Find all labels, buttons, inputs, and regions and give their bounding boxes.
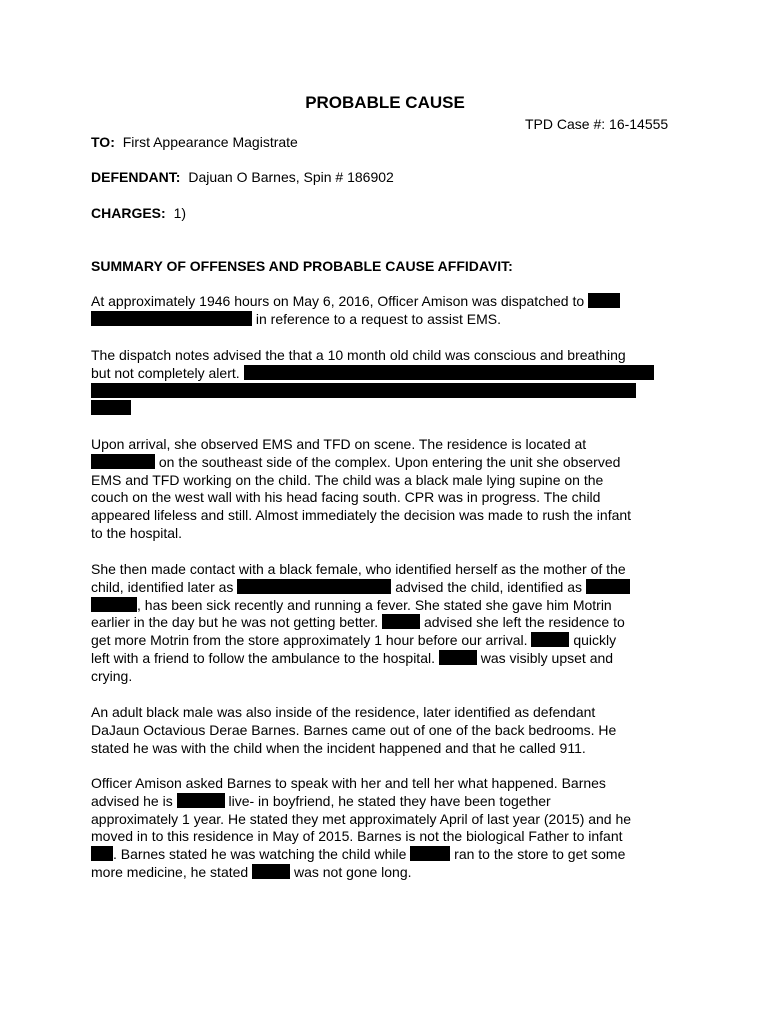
text-line <box>91 740 691 758</box>
text-segment: An adult black male was also inside of the residence, later identified as defendant <box>91 704 596 720</box>
text-segment: DaJaun Octavious Derae Barnes. Barnes came out of one of the back bedrooms. He <box>91 721 617 738</box>
text-segment: on the southeast side of the complex. Upon entering the unit she observed <box>158 453 621 470</box>
text-line <box>91 597 691 615</box>
text-segment: advised she left the residence to <box>423 614 625 631</box>
text-line <box>91 846 691 864</box>
text-line <box>91 811 691 829</box>
text-segment: to the hospital. <box>91 524 183 541</box>
text-line <box>91 632 691 650</box>
redaction-block <box>91 846 113 861</box>
charges-value: 1) <box>173 205 187 221</box>
redaction-block <box>439 650 477 665</box>
text-segment: child, identified later as <box>91 578 234 595</box>
text-segment: Officer Amison asked Barnes to speak with her and tell her what happened. Barnes <box>91 775 606 791</box>
redaction-block <box>410 846 450 861</box>
text-segment: more medicine, he stated <box>91 863 249 880</box>
section-heading: SUMMARY OF OFFENSES AND PROBABLE CAUSE AFFIDAVIT: <box>91 258 513 274</box>
text-line <box>91 436 691 454</box>
text-line <box>91 864 691 882</box>
paragraph-dispatch <box>91 293 691 329</box>
paragraph-defendant <box>91 704 691 757</box>
redaction-block <box>91 454 155 469</box>
text-segment: stated he was with the child when the incident happened and that he called 911. <box>91 739 586 756</box>
text-line <box>91 704 691 722</box>
text-segment: quickly <box>573 632 617 649</box>
case-number: TPD Case #: 16-14555 <box>525 116 669 132</box>
text-segment: She then made contact with a black female, who identified herself as the mother of the <box>91 561 626 577</box>
text-line <box>91 489 691 507</box>
text-line <box>91 507 691 525</box>
redaction-block <box>244 365 654 380</box>
text-segment: , has been sick recently and running a fever. She stated she gave him Motrin <box>137 596 612 613</box>
text-line <box>91 579 691 597</box>
text-segment: was not gone long. <box>293 863 412 880</box>
text-line <box>91 668 691 686</box>
redaction-block <box>588 293 620 308</box>
text-line <box>91 614 691 632</box>
text-line <box>91 365 691 383</box>
text-line <box>91 293 691 311</box>
text-line <box>91 793 691 811</box>
redaction-block <box>91 383 636 398</box>
text-line <box>91 454 691 472</box>
text-segment: appeared lifeless and still. Almost immediately the decision was made to rush the infant <box>91 507 632 524</box>
defendant-field <box>91 169 394 185</box>
text-line <box>91 311 691 329</box>
redaction-block <box>91 597 137 612</box>
to-label: TO: <box>91 134 115 150</box>
redaction-block <box>586 579 630 594</box>
text-segment: but not completely alert. <box>91 364 240 381</box>
redaction-block <box>237 579 391 594</box>
paragraph-interview <box>91 775 691 882</box>
text-segment: left with a friend to follow the ambulance to the hospital. <box>91 649 435 666</box>
text-segment: couch on the west wall with his head facing south. CPR was in progress. The child <box>91 489 601 506</box>
redaction-block <box>531 632 569 647</box>
paragraph-arrival <box>91 436 691 543</box>
text-segment: get more Motrin from the store approximately 1 hour before our arrival. <box>91 632 528 649</box>
to-field <box>91 134 298 150</box>
text-segment: advised he is <box>91 792 173 809</box>
text-line <box>91 561 691 579</box>
defendant-label: DEFENDANT: <box>91 169 181 185</box>
redaction-block <box>382 614 420 629</box>
text-line <box>91 722 691 740</box>
paragraph-dispatch-notes <box>91 347 691 418</box>
text-segment: crying. <box>91 667 133 684</box>
text-segment: in reference to a request to assist EMS. <box>255 310 502 327</box>
text-segment: approximately 1 year. He stated they met approximately April of last year (2015) and he <box>91 810 632 827</box>
text-segment: live- in boyfriend, he stated they have been together <box>228 792 551 809</box>
text-line <box>91 650 691 668</box>
text-segment: . Barnes stated he was watching the child while <box>113 846 407 863</box>
text-line <box>91 525 691 543</box>
text-segment: was visibly upset and <box>480 649 614 666</box>
text-line <box>91 383 691 401</box>
redaction-block <box>252 864 290 879</box>
paragraph-mother-contact <box>91 561 691 686</box>
to-value: First Appearance Magistrate <box>122 134 298 150</box>
charges-label: CHARGES: <box>91 205 166 221</box>
redaction-block <box>91 311 252 326</box>
text-segment: Upon arrival, she observed EMS and TFD on scene. The residence is located at <box>91 436 587 452</box>
text-segment: The dispatch notes advised the that a 10 month old child was conscious and breathing <box>91 347 626 363</box>
redaction-block <box>91 400 131 415</box>
text-line <box>91 400 691 418</box>
text-line <box>91 775 691 793</box>
text-segment: At approximately 1946 hours on May 6, 2016, Officer Amison was dispatched to <box>91 293 585 309</box>
text-segment: advised the child, identified as <box>395 578 582 595</box>
text-segment: moved in to this residence in May of 2015. Barnes is not the biological Father to infant <box>91 828 623 845</box>
text-line <box>91 828 691 846</box>
text-segment: earlier in the day but he was not getting better. <box>91 614 379 631</box>
page-title: PROBABLE CAUSE <box>305 93 465 112</box>
text-line <box>91 472 691 490</box>
charges-field <box>91 205 186 221</box>
text-line <box>91 347 691 365</box>
redaction-block <box>177 793 225 808</box>
defendant-value: Dajuan O Barnes, Spin # 186902 <box>188 169 394 185</box>
text-segment: EMS and TFD working on the child. The child was a black male lying supine on the <box>91 471 604 488</box>
text-segment: ran to the store to get some <box>454 846 626 863</box>
